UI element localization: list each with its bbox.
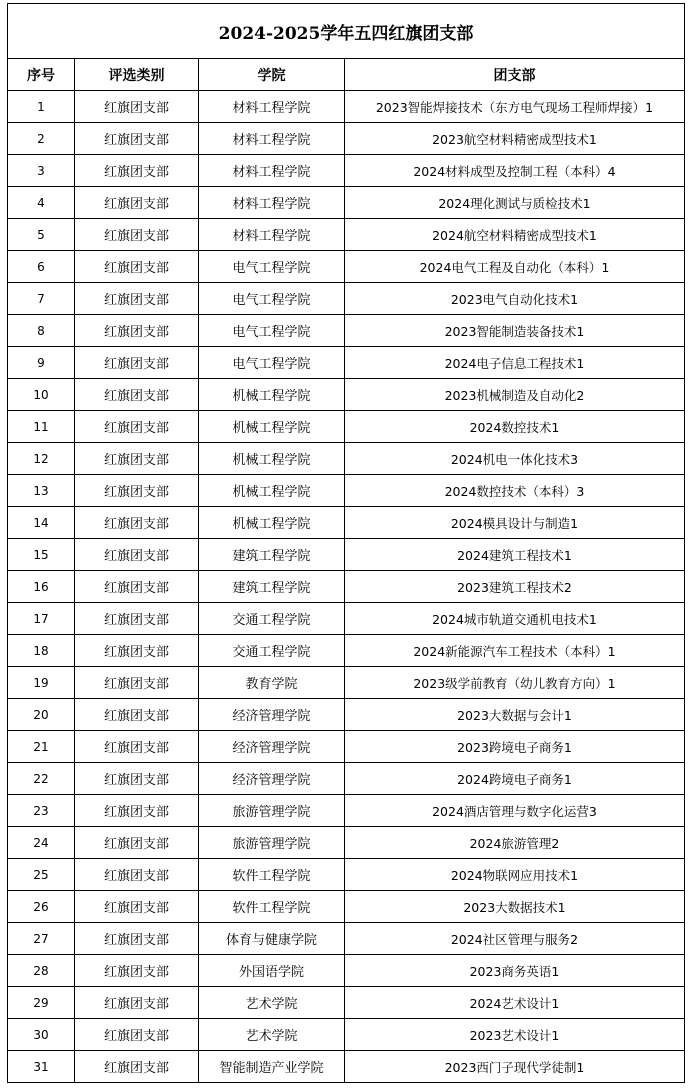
row-branch: 2023级学前教育（幼儿教育方向）1: [345, 667, 685, 699]
row-branch: 2024社区管理与服务2: [345, 923, 685, 955]
row-branch: 2023智能焊接技术（东方电气现场工程师焊接）1: [345, 91, 685, 123]
row-index: 29: [8, 987, 75, 1019]
row-category: 红旗团支部: [75, 635, 199, 667]
row-college: 艺术学院: [199, 1019, 345, 1051]
row-index: 7: [8, 283, 75, 315]
row-branch: 2024新能源汽车工程技术（本科）1: [345, 635, 685, 667]
row-category: 红旗团支部: [75, 91, 199, 123]
row-college: 电气工程学院: [199, 315, 345, 347]
row-college: 机械工程学院: [199, 475, 345, 507]
row-college: 艺术学院: [199, 987, 345, 1019]
row-college: 材料工程学院: [199, 187, 345, 219]
row-college: 机械工程学院: [199, 507, 345, 539]
row-college: 体育与健康学院: [199, 923, 345, 955]
row-category: 红旗团支部: [75, 603, 199, 635]
row-branch: 2023航空材料精密成型技术1: [345, 123, 685, 155]
row-index: 16: [8, 571, 75, 603]
table-row: [8, 827, 685, 859]
row-branch: 2024物联网应用技术1: [345, 859, 685, 891]
row-index: 12: [8, 443, 75, 475]
row-category: 红旗团支部: [75, 155, 199, 187]
row-index: 24: [8, 827, 75, 859]
row-index: 28: [8, 955, 75, 987]
row-branch: 2023跨境电子商务1: [345, 731, 685, 763]
table-row: [8, 667, 685, 699]
row-category: 红旗团支部: [75, 891, 199, 923]
table-row: [8, 699, 685, 731]
row-branch: 2023智能制造装备技术1: [345, 315, 685, 347]
table-row: [8, 955, 685, 987]
row-category: 红旗团支部: [75, 123, 199, 155]
row-category: 红旗团支部: [75, 795, 199, 827]
row-branch: 2024理化测试与质检技术1: [345, 187, 685, 219]
row-college: 经济管理学院: [199, 731, 345, 763]
row-category: 红旗团支部: [75, 859, 199, 891]
table-row: [8, 859, 685, 891]
row-branch: 2024酒店管理与数字化运营3: [345, 795, 685, 827]
row-college: 旅游管理学院: [199, 795, 345, 827]
row-category: 红旗团支部: [75, 987, 199, 1019]
row-college: 经济管理学院: [199, 699, 345, 731]
row-branch: 2024数控技术（本科）3: [345, 475, 685, 507]
row-branch: 2024机电一体化技术3: [345, 443, 685, 475]
row-college: 机械工程学院: [199, 411, 345, 443]
row-category: 红旗团支部: [75, 1051, 199, 1083]
row-index: 22: [8, 763, 75, 795]
table-row: [8, 539, 685, 571]
row-college: 电气工程学院: [199, 283, 345, 315]
row-college: 电气工程学院: [199, 347, 345, 379]
column-header-index: 序号: [8, 59, 75, 91]
row-index: 26: [8, 891, 75, 923]
row-index: 4: [8, 187, 75, 219]
table-row: [8, 411, 685, 443]
row-category: 红旗团支部: [75, 955, 199, 987]
honor-list-table: [7, 3, 685, 1083]
row-category: 红旗团支部: [75, 379, 199, 411]
title-row: [8, 4, 685, 59]
row-college: 交通工程学院: [199, 635, 345, 667]
row-category: 红旗团支部: [75, 667, 199, 699]
table-row: [8, 571, 685, 603]
row-category: 红旗团支部: [75, 315, 199, 347]
row-branch: 2024模具设计与制造1: [345, 507, 685, 539]
row-category: 红旗团支部: [75, 219, 199, 251]
row-index: 15: [8, 539, 75, 571]
row-branch: 2024艺术设计1: [345, 987, 685, 1019]
row-branch: 2023西门子现代学徒制1: [345, 1051, 685, 1083]
row-index: 3: [8, 155, 75, 187]
row-college: 机械工程学院: [199, 379, 345, 411]
row-index: 10: [8, 379, 75, 411]
row-index: 14: [8, 507, 75, 539]
row-index: 27: [8, 923, 75, 955]
row-branch: 2024跨境电子商务1: [345, 763, 685, 795]
row-index: 6: [8, 251, 75, 283]
table-row: [8, 283, 685, 315]
row-college: 外国语学院: [199, 955, 345, 987]
row-college: 智能制造产业学院: [199, 1051, 345, 1083]
row-category: 红旗团支部: [75, 571, 199, 603]
row-branch: 2024数控技术1: [345, 411, 685, 443]
row-college: 材料工程学院: [199, 155, 345, 187]
row-branch: 2024航空材料精密成型技术1: [345, 219, 685, 251]
row-index: 13: [8, 475, 75, 507]
row-category: 红旗团支部: [75, 507, 199, 539]
row-index: 25: [8, 859, 75, 891]
row-branch: 2023机械制造及自动化2: [345, 379, 685, 411]
row-college: 电气工程学院: [199, 251, 345, 283]
table-row: [8, 795, 685, 827]
table-row: [8, 91, 685, 123]
row-college: 教育学院: [199, 667, 345, 699]
row-index: 18: [8, 635, 75, 667]
column-header-category: 评选类别: [75, 59, 199, 91]
row-index: 20: [8, 699, 75, 731]
row-index: 11: [8, 411, 75, 443]
row-college: 建筑工程学院: [199, 539, 345, 571]
row-category: 红旗团支部: [75, 827, 199, 859]
row-college: 材料工程学院: [199, 219, 345, 251]
row-index: 21: [8, 731, 75, 763]
row-category: 红旗团支部: [75, 763, 199, 795]
row-college: 材料工程学院: [199, 123, 345, 155]
column-header-college: 学院: [199, 59, 345, 91]
row-index: 9: [8, 347, 75, 379]
row-category: 红旗团支部: [75, 251, 199, 283]
table-row: [8, 251, 685, 283]
row-college: 软件工程学院: [199, 891, 345, 923]
row-index: 2: [8, 123, 75, 155]
row-category: 红旗团支部: [75, 475, 199, 507]
table-row: [8, 379, 685, 411]
row-category: 红旗团支部: [75, 1019, 199, 1051]
table-row: [8, 1019, 685, 1051]
row-index: 5: [8, 219, 75, 251]
table-row: [8, 123, 685, 155]
table-row: [8, 1051, 685, 1083]
row-college: 软件工程学院: [199, 859, 345, 891]
row-college: 旅游管理学院: [199, 827, 345, 859]
header-row: [8, 59, 685, 91]
row-college: 机械工程学院: [199, 443, 345, 475]
table-row: [8, 635, 685, 667]
table-row: [8, 987, 685, 1019]
row-college: 经济管理学院: [199, 763, 345, 795]
document-sheet: [7, 3, 684, 1083]
table-row: [8, 731, 685, 763]
row-index: 17: [8, 603, 75, 635]
row-category: 红旗团支部: [75, 411, 199, 443]
row-category: 红旗团支部: [75, 347, 199, 379]
table-row: [8, 187, 685, 219]
row-branch: 2023商务英语1: [345, 955, 685, 987]
row-branch: 2024材料成型及控制工程（本科）4: [345, 155, 685, 187]
column-header-branch: 团支部: [345, 59, 685, 91]
table-row: [8, 763, 685, 795]
table-row: [8, 347, 685, 379]
table-row: [8, 891, 685, 923]
row-branch: 2023建筑工程技术2: [345, 571, 685, 603]
table-row: [8, 155, 685, 187]
table-body: [8, 91, 685, 1083]
row-index: 23: [8, 795, 75, 827]
row-index: 1: [8, 91, 75, 123]
row-category: 红旗团支部: [75, 443, 199, 475]
row-branch: 2024城市轨道交通机电技术1: [345, 603, 685, 635]
table-row: [8, 475, 685, 507]
row-branch: 2023大数据技术1: [345, 891, 685, 923]
row-branch: 2023艺术设计1: [345, 1019, 685, 1051]
row-category: 红旗团支部: [75, 539, 199, 571]
row-branch: 2024电子信息工程技术1: [345, 347, 685, 379]
table-row: [8, 315, 685, 347]
row-category: 红旗团支部: [75, 283, 199, 315]
row-category: 红旗团支部: [75, 923, 199, 955]
row-index: 31: [8, 1051, 75, 1083]
table-row: [8, 507, 685, 539]
table-row: [8, 923, 685, 955]
row-branch: 2024旅游管理2: [345, 827, 685, 859]
row-branch: 2024电气工程及自动化（本科）1: [345, 251, 685, 283]
table-title: 2024-2025学年五四红旗团支部: [8, 4, 685, 59]
row-branch: 2024建筑工程技术1: [345, 539, 685, 571]
row-index: 19: [8, 667, 75, 699]
row-branch: 2023大数据与会计1: [345, 699, 685, 731]
row-college: 材料工程学院: [199, 91, 345, 123]
row-category: 红旗团支部: [75, 699, 199, 731]
table-row: [8, 603, 685, 635]
row-category: 红旗团支部: [75, 731, 199, 763]
table-row: [8, 219, 685, 251]
row-branch: 2023电气自动化技术1: [345, 283, 685, 315]
row-college: 交通工程学院: [199, 603, 345, 635]
table-row: [8, 443, 685, 475]
row-index: 8: [8, 315, 75, 347]
row-index: 30: [8, 1019, 75, 1051]
row-college: 建筑工程学院: [199, 571, 345, 603]
row-category: 红旗团支部: [75, 187, 199, 219]
